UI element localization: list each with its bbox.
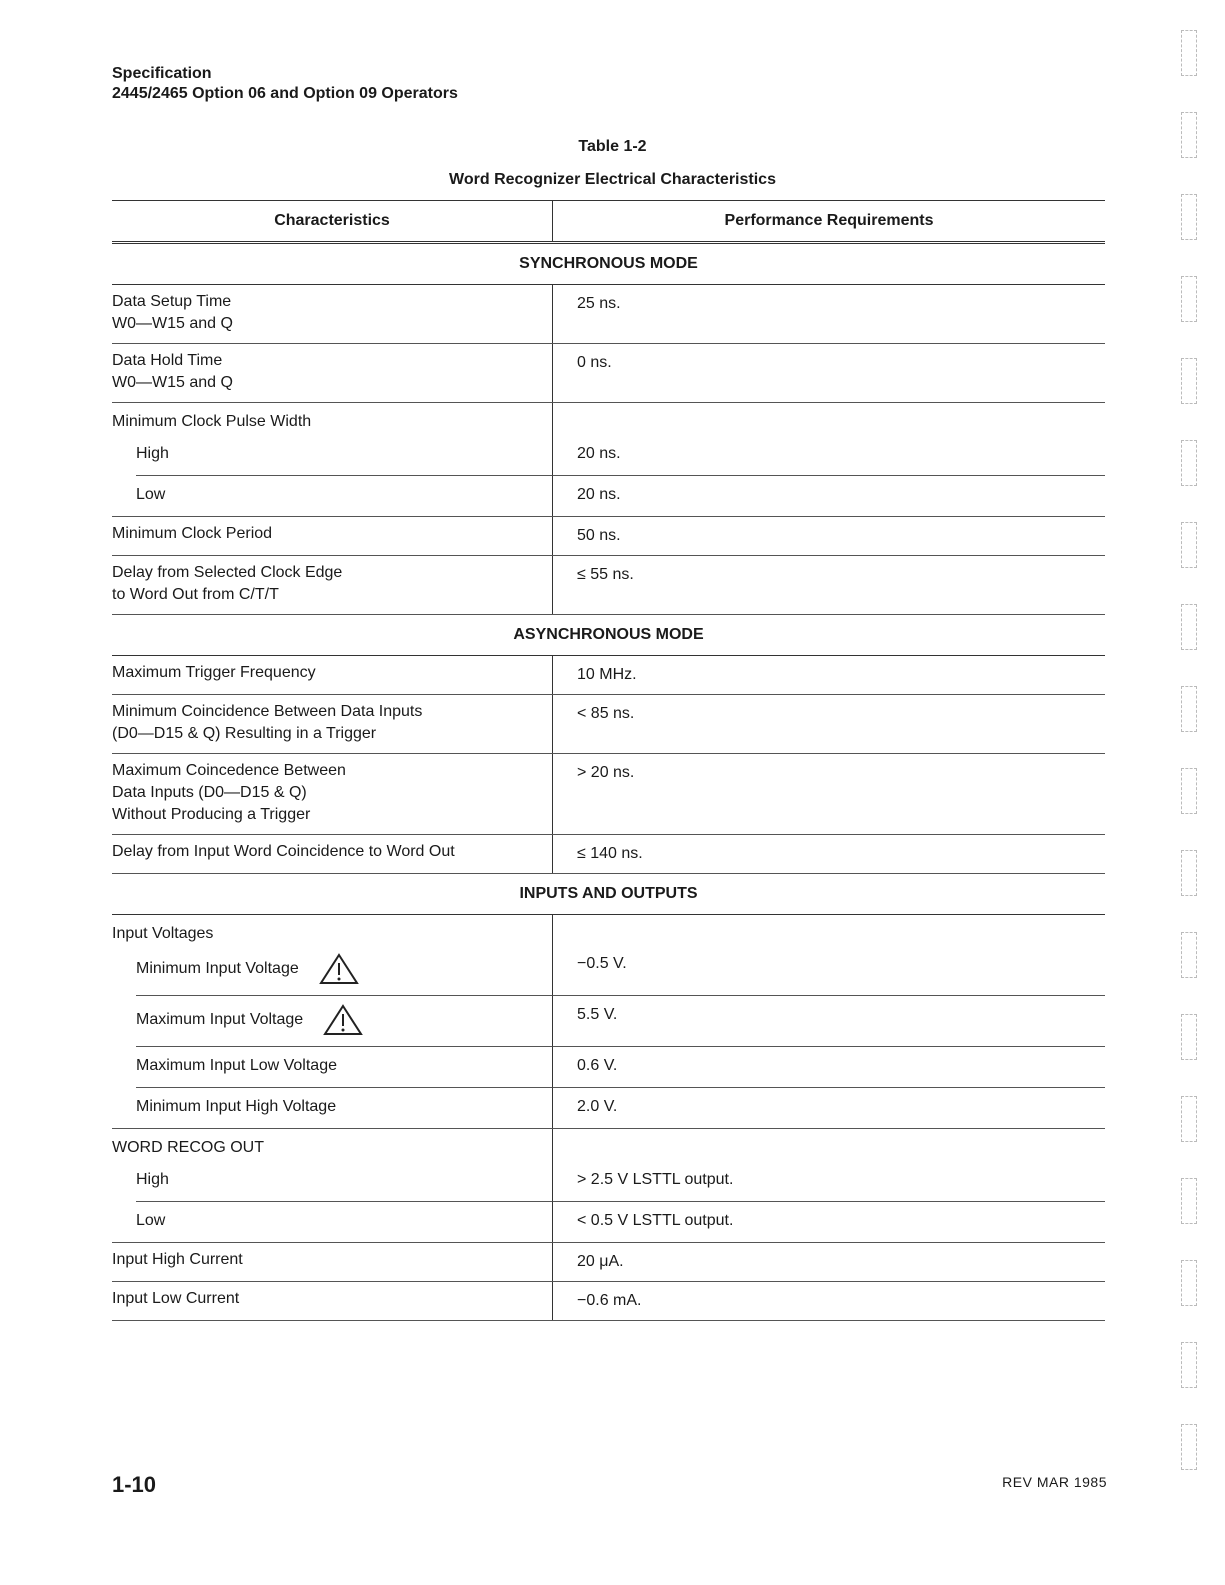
group-word-recog-out <box>112 1129 1105 1243</box>
col-performance: Performance Requirements <box>552 201 1105 241</box>
group-label-row <box>112 403 1105 435</box>
binder-tab <box>1181 112 1197 158</box>
row-label: High <box>136 435 552 476</box>
row-value: 25 ns. <box>552 285 1105 343</box>
row-label: Minimum Clock Pulse Width <box>112 413 312 430</box>
row-value: −0.5 V. <box>552 945 1105 996</box>
row-value: < 0.5 V LSTTL output. <box>552 1202 1105 1242</box>
section-synchronous: SYNCHRONOUS MODE <box>112 244 1105 285</box>
binder-tab <box>1181 768 1197 814</box>
row-label: WORD RECOG OUT <box>112 1139 264 1156</box>
warning-triangle-icon <box>323 1004 363 1036</box>
row-label: (D0—D15 & Q) Resulting in a Trigger <box>112 725 377 742</box>
binder-tab <box>1181 932 1197 978</box>
revision-date: REV MAR 1985 <box>1002 1474 1107 1490</box>
row-label: Input Voltages <box>112 925 214 942</box>
binder-tab <box>1181 1014 1197 1060</box>
row-label: Data Hold Time <box>112 352 223 369</box>
row-value-empty <box>552 1129 1105 1161</box>
binder-tab <box>1181 358 1197 404</box>
row-value: > 20 ns. <box>552 754 1105 834</box>
table-row <box>112 695 1105 754</box>
binder-tab <box>1181 1424 1197 1470</box>
table-row <box>112 754 1105 835</box>
row-label: Delay from Input Word Coincidence to Word Out <box>112 843 455 860</box>
row-label: Minimum Input Voltage <box>136 960 299 977</box>
row-value: < 85 ns. <box>552 695 1105 753</box>
page-number: 1-10 <box>112 1472 157 1497</box>
row-label: Data Setup Time <box>112 293 232 310</box>
table-row <box>112 344 1105 403</box>
characteristics-table <box>112 200 1105 1321</box>
warning-triangle-icon <box>319 953 359 985</box>
row-label: Without Producing a Trigger <box>112 806 311 823</box>
row-label: Data Inputs (D0—D15 & Q) <box>112 784 307 801</box>
binder-tab <box>1181 1342 1197 1388</box>
row-value: 20 μA. <box>552 1243 1105 1281</box>
row-value: 2.0 V. <box>552 1088 1105 1128</box>
row-label: Maximum Input Voltage <box>136 1011 304 1028</box>
row-label: Minimum Input High Voltage <box>136 1098 337 1115</box>
table-header <box>112 200 1105 244</box>
row-label: Minimum Coincidence Between Data Inputs <box>112 703 423 720</box>
row-label: Maximum Input Low Voltage <box>136 1047 552 1088</box>
binder-tab <box>1181 1260 1197 1306</box>
row-label: to Word Out from C/T/T <box>112 586 279 603</box>
page-header <box>112 64 458 104</box>
table-row <box>112 1047 1105 1088</box>
binder-tab <box>1181 604 1197 650</box>
section-inputs-outputs: INPUTS AND OUTPUTS <box>112 874 1105 915</box>
table-row <box>112 1088 1105 1128</box>
row-value-empty <box>552 915 1105 945</box>
table-row <box>112 435 1105 476</box>
binder-tab <box>1181 1096 1197 1142</box>
group-label-row <box>112 915 1105 945</box>
row-label: Input Low Current <box>112 1290 240 1307</box>
row-label: Maximum Trigger Frequency <box>112 664 316 681</box>
row-value-empty <box>552 403 1105 435</box>
binder-tab <box>1181 522 1197 568</box>
group-label-row <box>112 1129 1105 1161</box>
binder-tab <box>1181 30 1197 76</box>
binder-tab <box>1181 1178 1197 1224</box>
row-label: Input High Current <box>112 1251 243 1268</box>
table-row <box>112 556 1105 615</box>
row-label: Minimum Clock Period <box>112 525 273 542</box>
header-line1: Specification <box>112 65 212 82</box>
row-value: ≤ 55 ns. <box>552 556 1105 614</box>
row-value: 5.5 V. <box>552 996 1105 1047</box>
row-value: ≤ 140 ns. <box>552 835 1105 873</box>
row-value: > 2.5 V LSTTL output. <box>552 1161 1105 1202</box>
binder-tab <box>1181 276 1197 322</box>
binder-tab <box>1181 440 1197 486</box>
binder-tab <box>1181 850 1197 896</box>
col-characteristics: Characteristics <box>274 212 390 229</box>
row-label: W0—W15 and Q <box>112 315 233 332</box>
row-label: Delay from Selected Clock Edge <box>112 564 343 581</box>
table-row <box>112 1282 1105 1321</box>
binder-tab <box>1181 686 1197 732</box>
row-value: 10 MHz. <box>552 656 1105 694</box>
row-value: 0.6 V. <box>552 1047 1105 1088</box>
binder-tabs <box>1181 30 1197 1506</box>
table-row <box>112 1161 1105 1202</box>
row-label: Low <box>136 486 166 503</box>
row-value: −0.6 mA. <box>552 1282 1105 1320</box>
row-value: 20 ns. <box>552 476 1105 516</box>
table-row <box>112 996 1105 1047</box>
binder-tab <box>1181 194 1197 240</box>
header-line2: 2445/2465 Option 06 and Option 09 Operators <box>112 85 458 102</box>
table-row <box>112 476 1105 516</box>
row-label: Maximum Coincedence Between <box>112 762 346 779</box>
table-row <box>112 656 1105 695</box>
table-row <box>112 945 1105 996</box>
row-label: W0—W15 and Q <box>112 374 233 391</box>
table-row <box>112 285 1105 344</box>
row-label: High <box>136 1161 552 1202</box>
table-row <box>112 1243 1105 1282</box>
group-input-voltages <box>112 915 1105 1129</box>
table-number: Table 1-2 <box>578 138 647 155</box>
row-value: 0 ns. <box>552 344 1105 402</box>
table-row <box>112 1202 1105 1242</box>
table-row <box>112 517 1105 556</box>
section-asynchronous: ASYNCHRONOUS MODE <box>112 615 1105 656</box>
row-value: 50 ns. <box>552 517 1105 555</box>
row-value: 20 ns. <box>552 435 1105 476</box>
table-row <box>112 835 1105 874</box>
group-clock-pulse <box>112 403 1105 517</box>
table-title: Word Recognizer Electrical Characteristics <box>449 171 776 188</box>
row-label: Low <box>136 1212 166 1229</box>
